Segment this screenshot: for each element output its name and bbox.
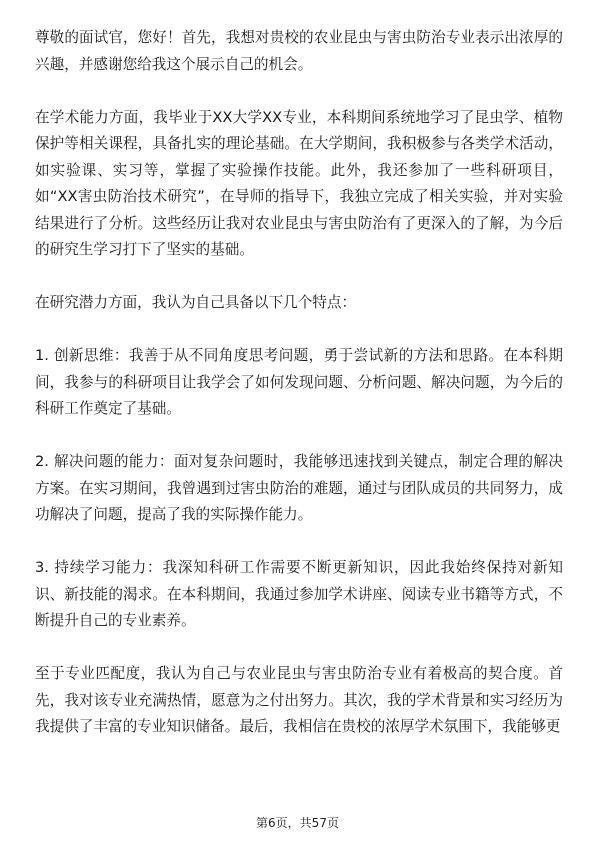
page-number-footer: 第6页，共57页 <box>256 816 339 830</box>
paragraph-problem-solving: 2. 解决问题的能力：面对复杂问题时，我能够迅速找到关键点，制定合理的解决方案。在实习期间，我曾遇到过害虫防治的难题，通过与团队成员的共同努力，成功解决了问题，提高了我的实际操作能力。 <box>35 453 563 523</box>
paragraph-greeting: 尊敬的面试官，您好！首先，我想对贵校的农业昆虫与害虫防治专业表示出浓厚的兴趣，并感谢您给我这个展示自己的机会。 <box>35 29 563 73</box>
paragraph-continuous-learning: 3. 持续学习能力：我深知科研工作需要不断更新知识，因此我始终保持对新知识、新技能的渴求。在本科期间，我通过参加学术讲座、阅读专业书籍等方式，不断提升自己的专业素养。 <box>35 559 563 629</box>
paragraph-major-fit: 至于专业匹配度，我认为自己与农业昆虫与害虫防治专业有着极高的契合度。首先，我对该专业充满热情，愿意为之付出努力。其次，我的学术背景和实习经历为我提供了丰富的专业知识储备。最后，我相信在贵校的浓厚学术氛围下，我能够更 <box>35 665 563 735</box>
paragraph-research-potential-intro: 在研究潜力方面，我认为自己具备以下几个特点： <box>35 294 357 311</box>
paragraph-academic-ability: 在学术能力方面，我毕业于XX大学XX专业，本科期间系统地学习了昆虫学、植物保护等相关课程，具备扎实的理论基础。在大学期间，我积极参与各类学术活动，如实验课、实习等，掌握了实验操作技能。此外，我还参加了一些科研项目，如“XX害虫防治技术研究”，在导师的指导下，我独立完成了相关实验，并对实验结果进行了分析。这些经历让我对农业昆虫与害虫防治有了更深入的了解，为今后的研究生学习打下了坚实的基础。 <box>35 108 563 258</box>
paragraph-innovative-thinking: 1. 创新思维：我善于从不同角度思考问题，勇于尝试新的方法和思路。在本科期间，我参与的科研项目让我学会了如何发现问题、分析问题、解决问题，为今后的科研工作奠定了基础。 <box>35 347 563 417</box>
document-body <box>35 25 563 767</box>
